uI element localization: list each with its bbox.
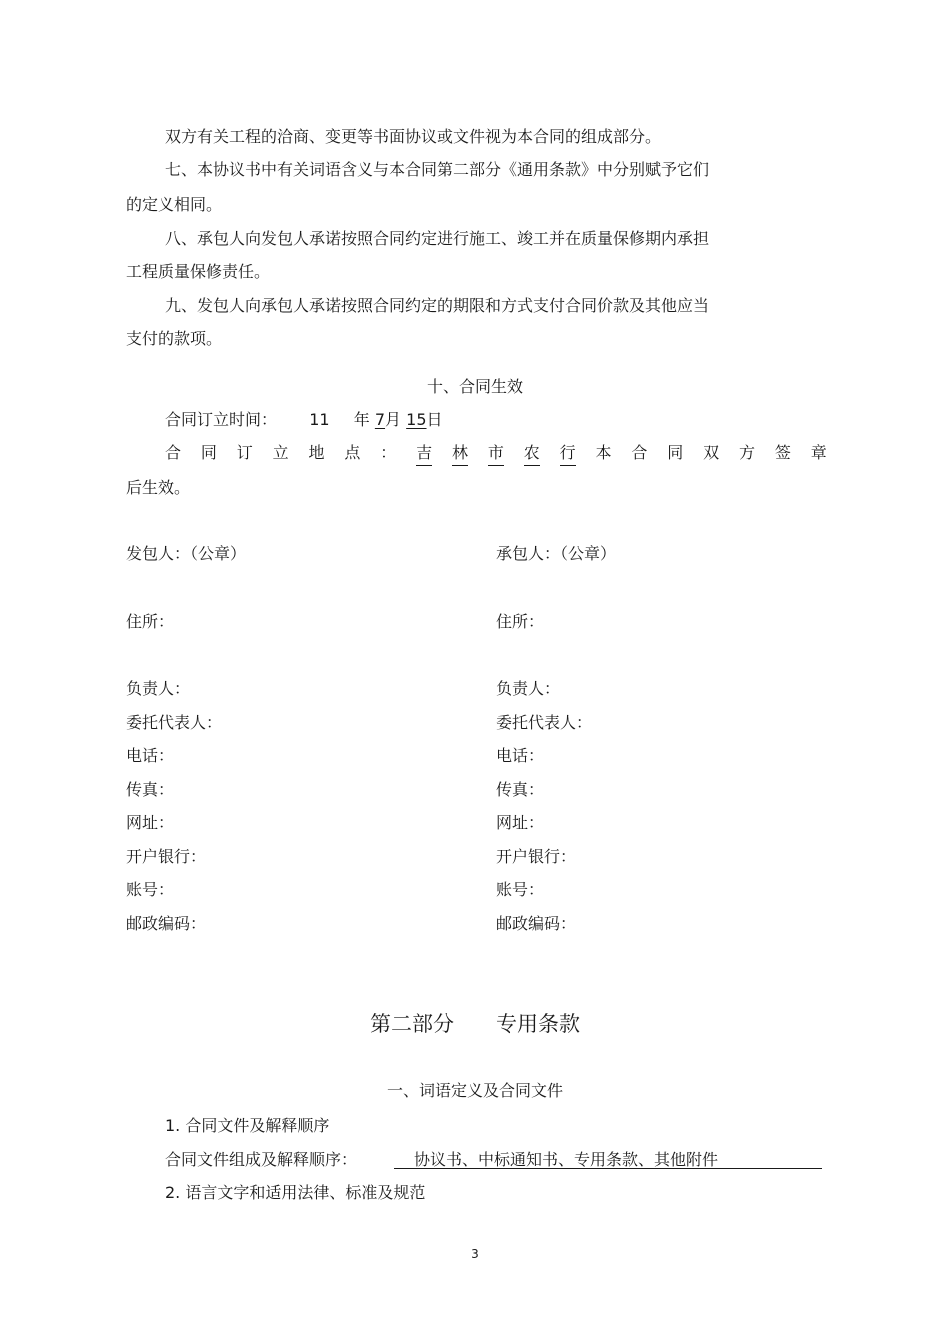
place-suffix-char: 双 [703, 443, 720, 462]
contractor-field: 负责人： [496, 679, 561, 698]
section-one-heading: 一、词语定义及合同文件 [386, 1081, 563, 1100]
place-value-char: 市 [488, 442, 504, 466]
place-label-char: 合 [165, 443, 182, 462]
employer-field: 网址： [126, 813, 175, 832]
place-label-char: 立 [272, 443, 289, 462]
place-value-char: 农 [524, 442, 540, 466]
order-value: 协议书、中标通知书、专用条款、其他附件 [414, 1150, 719, 1169]
employer-field: 邮政编码： [126, 914, 207, 933]
contract-place-line [165, 442, 827, 466]
paragraph-supplement: 双方有关工程的洽商、变更等书面协议或文件视为本合同的组成部分。 [165, 127, 662, 146]
year-unit: 年 [353, 410, 370, 429]
paragraph-eight-line2: 工程质量保修责任。 [126, 262, 271, 281]
employer-field: 开户银行： [126, 847, 207, 866]
month-unit: 月 [385, 410, 402, 429]
item-one-heading: 1. 合同文件及解释顺序 [165, 1116, 330, 1135]
place-label-char: 同 [200, 443, 217, 462]
contractor-title: 承包人：（公章） [496, 544, 617, 563]
contractor-field: 电话： [496, 746, 545, 765]
place-value-char: 吉 [416, 442, 432, 466]
place-suffix-char: 本 [595, 443, 612, 462]
place-suffix-char: 方 [739, 443, 756, 462]
contract-year: 11 [309, 410, 330, 429]
contractor-field: 开户银行： [496, 847, 577, 866]
place-label-char: ： [380, 443, 397, 462]
paragraph-eight-line1: 八、承包人向发包人承诺按照合同约定进行施工、竣工并在质量保修期内承担 [165, 229, 710, 248]
item-two-heading: 2. 语言文字和适用法律、标准及规范 [165, 1183, 426, 1202]
place-label-char: 订 [236, 443, 253, 462]
contractor-field: 账号： [496, 880, 545, 899]
employer-address: 住所： [126, 612, 175, 631]
paragraph-nine-line1: 九、发包人向承包人承诺按照合同约定的期限和方式支付合同价款及其他应当 [165, 296, 710, 315]
contractor-address: 住所： [496, 612, 545, 631]
paragraph-seven-line1: 七、本协议书中有关词语含义与本合同第二部分《通用条款》中分别赋予它们 [165, 160, 710, 179]
contract-date-label: 合同订立时间： [165, 410, 278, 429]
employer-field: 电话： [126, 746, 175, 765]
place-continuation: 后生效。 [126, 478, 191, 497]
contractor-field: 委托代表人： [496, 713, 593, 732]
employer-field: 账号： [126, 880, 175, 899]
place-suffix-char: 章 [810, 443, 827, 462]
order-underline [394, 1168, 822, 1169]
paragraph-nine-line2: 支付的款项。 [126, 329, 223, 348]
place-suffix-char: 签 [774, 443, 791, 462]
contract-day: 15 [406, 410, 427, 429]
place-value-char: 行 [560, 442, 576, 466]
employer-field: 负责人： [126, 679, 191, 698]
paragraph-seven-line2: 的定义相同。 [126, 195, 223, 214]
place-suffix-char: 合 [631, 443, 648, 462]
employer-field: 委托代表人： [126, 713, 223, 732]
contract-date-line [165, 409, 443, 431]
employer-title: 发包人：（公章） [126, 544, 247, 563]
day-unit: 日 [426, 410, 443, 429]
effect-heading: 十、合同生效 [426, 377, 523, 396]
contractor-field: 邮政编码： [496, 914, 577, 933]
place-label-char: 点 [344, 443, 361, 462]
employer-field: 传真： [126, 780, 175, 799]
contractor-field: 传真： [496, 780, 545, 799]
place-suffix-char: 同 [667, 443, 684, 462]
contract-month: 7 [374, 410, 386, 429]
place-label-char: 地 [308, 443, 325, 462]
part-two-title: 第二部分 专用条款 [370, 1012, 580, 1036]
order-label: 合同文件组成及解释顺序： [165, 1150, 358, 1169]
place-value-char: 林 [452, 442, 468, 466]
page-number: 3 [471, 1247, 479, 1261]
contractor-field: 网址： [496, 813, 545, 832]
